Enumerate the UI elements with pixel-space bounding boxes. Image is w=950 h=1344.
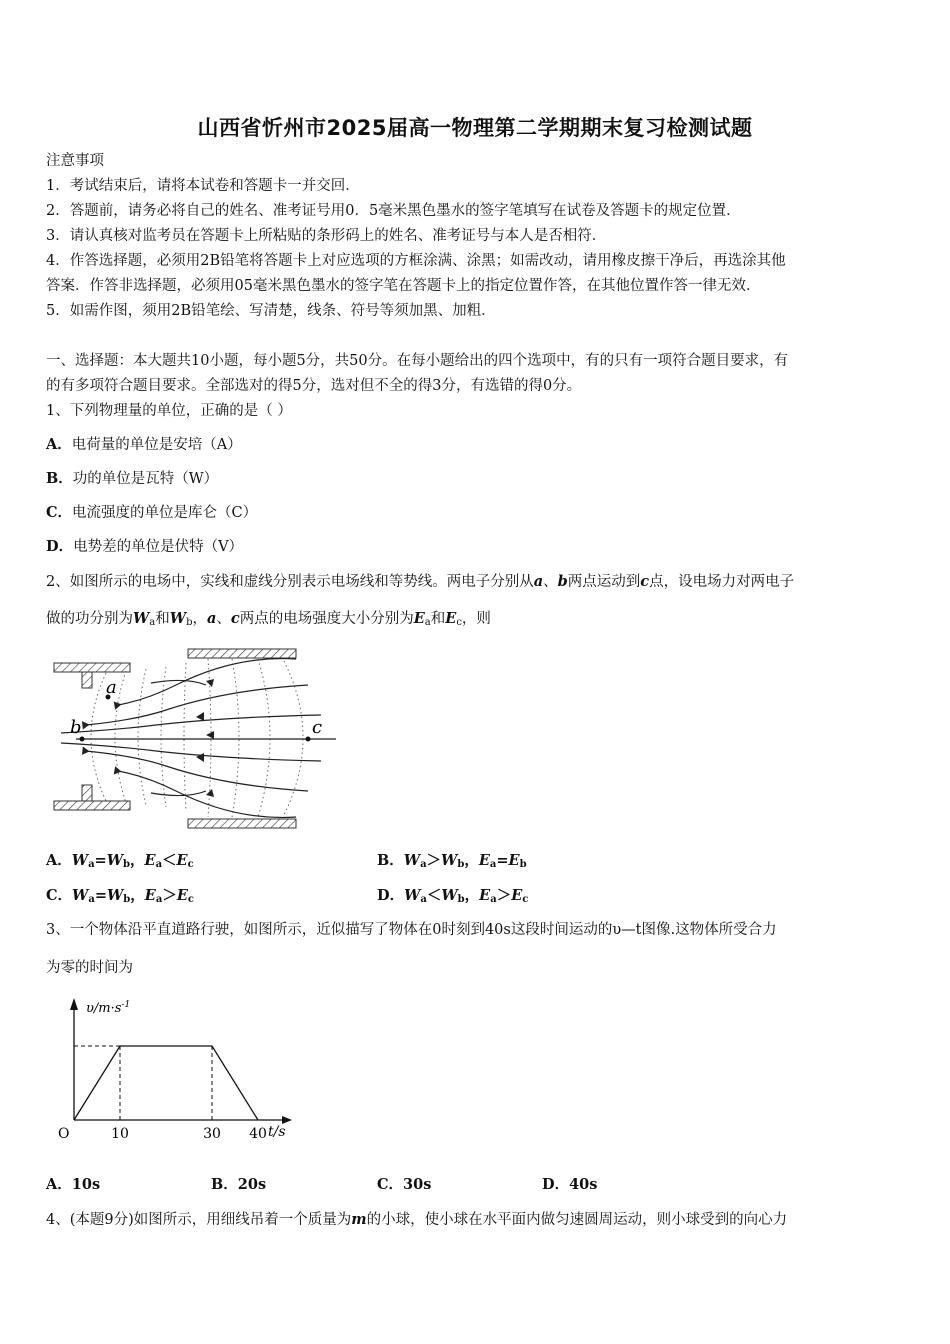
q4-var-m: m [351,1211,367,1228]
velocity-line [74,1046,258,1120]
q2-stem-text: 和 [430,611,446,627]
q2-option-b [377,851,527,875]
q2-option-letter: A． [46,852,72,869]
q2-var-e: E [176,887,188,904]
q2-sub-a: a [489,859,497,870]
q3-option-c [377,1175,431,1195]
q3-option-d [542,1175,597,1195]
q2-var-e: E [413,610,425,627]
q2-sub-b: b [519,859,527,870]
q2-var-w: W [71,852,89,869]
notice-item-5: 5．如需作图，须用2B铅笔绘、写清楚，线条、符号等须加黑、加粗． [46,303,496,319]
q2-var-e: E [479,887,491,904]
x-axis-arrow [282,1116,292,1124]
q2-sub-b: b [123,894,131,905]
q2-sub-a: a [149,617,156,628]
y-axis-arrow [70,998,78,1010]
q2-sub-a: a [155,859,163,870]
y-axis-label [86,1000,130,1016]
q2-stem-text: 2、如图所示的电场中，实线和虚线分别表示电场线和等势线。两电子分别从 [46,574,534,590]
q3-option-c-letter: C． [377,1176,404,1193]
q2-var-c: c [230,610,240,627]
q1-option-b-letter: B． [46,470,73,487]
q1-option-a-text: 电荷量的单位是安培（A） [71,437,242,453]
q2-var-e: E [144,852,156,869]
q2-option-d [377,886,528,910]
q1-option-d-text: 电势差的单位是伏特（V） [73,539,244,555]
q2-stem-line1 [46,572,908,592]
q3-option-a-text: 10s [71,1176,101,1193]
x-tick-30: 30 [203,1126,221,1142]
q2-var-a: a [533,573,544,590]
label-a: a [106,677,117,698]
q3-option-d-letter: D． [542,1176,570,1193]
q2-sub-a: a [88,859,95,870]
notice-item-1: 1．考试结束后，请将本试卷和答题卡一并交回． [46,178,360,194]
q3-stem-line1: 3、一个物体沿平直道路行驶，如图所示，近似描写了物体在0时刻到40s这段时间运动的υ—t图像.这物体所受合力 [46,922,777,938]
notice-item-3: 3．请认真核对监考员在答题卡上所粘贴的条形码上的姓名、准考证号与本人是否相符． [46,228,607,244]
q2-sep: ， [130,852,145,869]
q2-sub-a: a [424,617,431,628]
left-top-tab [82,672,92,688]
exam-title: 山西省忻州市2025届高一物理第二学期期末复习检测试题 [197,116,753,140]
q1-option-d-letter: D． [46,538,74,555]
q1-stem: 1、下列物理量的单位，正确的是（ ） [46,403,292,419]
section-intro-1: 一、选择题：本大题共10小题，每小题5分，共50分。在每小题给出的四个选项中，有的只有一项符合题目要求，有 [46,353,789,369]
q1-option-c-text: 电流强度的单位是库仑（C） [72,505,258,521]
q3-option-b [211,1175,266,1195]
q2-var-w: W [133,610,150,627]
q2-option-c [46,886,194,910]
q2-sub-a: a [420,859,427,870]
q2-relation: = [94,887,107,904]
q2-stem-text: 两点的电场强度大小分别为 [239,611,414,627]
q2-sub-a: a [420,894,427,905]
q2-stem-sep: 、 [543,574,558,590]
q2-var-b: b [557,573,568,590]
q2-stem-sep: 、 [216,611,231,627]
q2-var-a: a [206,610,217,627]
q2-var-w: W [106,887,124,904]
q2-stem-text: 和 [155,611,170,627]
q2-var-w: W [404,887,421,904]
y-axis-label-sup: -1 [121,1000,131,1010]
q2-stem-text: 两点运动到 [567,574,641,590]
q2-sub-a: a [155,894,163,905]
q2-sub-c: c [456,617,462,628]
q2-var-w: W [403,852,421,869]
origin-label: O [58,1126,70,1142]
q1-option-c [46,503,257,523]
q2-sub-b: b [123,859,130,870]
q2-var-w: W [441,887,458,904]
q2-var-e: E [176,852,188,869]
q2-var-w: W [169,610,187,627]
q2-sub-c: c [522,894,529,905]
q2-relation: ＞ [162,887,177,904]
q4-stem [46,1210,908,1230]
q3-stem-line2: 为零的时间为 [46,960,133,976]
q2-sub-c: c [187,859,194,870]
q2-var-e: E [511,887,523,904]
q2-option-letter: D． [377,887,405,904]
left-top-plate [54,663,130,672]
field-arrowheads [196,679,214,797]
q1-option-b-text: 功的单位是瓦特（W） [72,471,219,487]
q4-stem-text: 4、(本题9分)如图所示，用细线吊着一个质量为 [46,1212,352,1228]
q2-stem-text: 做的功分别为 [46,611,133,627]
q4-stem-text: 的小球，使小球在水平面内做匀速圆周运动，则小球受到的向心力 [366,1212,788,1228]
q2-relation: ＜ [426,887,442,904]
notice-item-4: 4．作答选择题，必须用2B铅笔将答题卡上对应选项的方框涂满、涂黑；如需改动，请用橡皮擦干净后，再选涂其他 [46,253,786,269]
q2-var-w: W [106,852,123,869]
q2-sub-a: a [88,894,95,905]
q3-option-b-text: 20s [237,1176,267,1193]
x-tick-40: 40 [249,1126,267,1142]
q1-option-b [46,469,218,489]
q2-relation: = [496,852,509,869]
notice-item-4-cont: 答案．作答非选择题，必须用05毫米黑色墨水的签字笔在答题卡上的指定位置作答，在其他位置作答一律无效． [46,278,761,294]
q2-var-c: c [640,573,650,590]
q2-sep: ， [130,887,145,904]
q2-var-w: W [72,887,89,904]
right-top-plate [188,649,296,658]
q2-sub-b: b [457,894,465,905]
q2-relation: ＞ [426,852,442,869]
q3-option-a [46,1175,100,1195]
q2-stem-sep: ， [192,611,207,627]
velocity-time-graph [46,992,296,1147]
q2-stem-line2 [46,609,908,633]
x-axis-label: t/s [268,1124,286,1140]
q2-var-e: E [445,610,457,627]
right-bottom-plate [188,819,296,828]
q1-option-a [46,435,242,455]
left-bottom-tab [82,785,92,801]
q1-option-d [46,537,243,557]
q2-var-e: E [144,887,156,904]
notice-heading: 注意事项 [46,153,104,169]
q2-stem-text: ，则 [461,611,491,627]
q2-var-w: W [441,852,458,869]
left-bottom-plate [54,801,130,810]
q2-sep: ， [464,887,480,904]
q2-sub-b: b [457,859,465,870]
q2-sub-c: c [187,894,194,905]
q2-stem-text: 点，设电场力对两电子 [649,574,795,590]
electric-field-figure [46,645,336,830]
q1-option-c-letter: C． [46,504,73,521]
q3-option-c-text: 30s [403,1176,432,1193]
notice-item-2: 2．答题前，请务必将自己的姓名、准考证号用0．5毫米黑色墨水的签字笔填写在试卷及答题卡的规定位置． [46,203,741,219]
label-c: c [312,717,323,738]
y-axis-label-text: υ/m·s [86,1001,122,1016]
section-intro-2: 的有多项符合题目要求。全部选对的得5分，选对但不全的得3分，有选错的得0分。 [46,378,582,394]
q2-var-e: E [478,852,490,869]
label-b: b [70,717,82,738]
q2-relation: ＜ [162,852,177,869]
q2-relation: ＞ [496,887,512,904]
q2-relation: = [94,852,107,869]
q2-sub-b: b [186,617,193,628]
q2-option-a [46,851,194,875]
q2-option-letter: B． [377,852,404,869]
point-c [306,737,311,742]
x-tick-10: 10 [111,1126,129,1142]
q3-option-b-letter: B． [211,1176,238,1193]
q2-option-letter: C． [46,887,73,904]
q3-option-d-text: 40s [569,1176,598,1193]
q2-sep: ， [464,852,479,869]
q3-option-a-letter: A． [46,1176,72,1193]
q2-var-e: E [508,852,520,869]
q2-sub-a: a [490,894,497,905]
q1-option-a-letter: A． [46,436,72,453]
